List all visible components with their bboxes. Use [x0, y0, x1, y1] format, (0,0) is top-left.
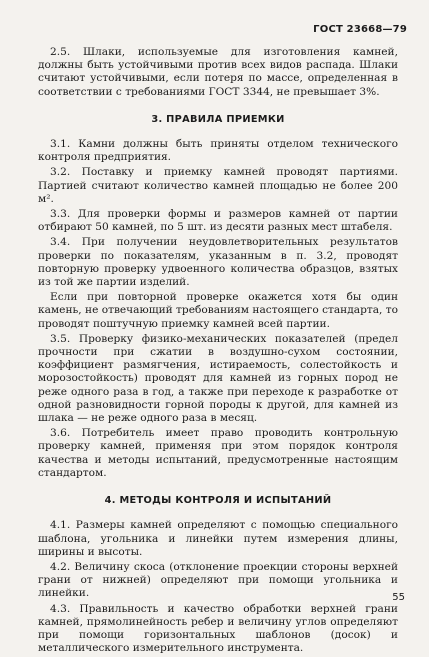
paragraph-3-2: 3.2. Поставку и приемку камней проводят партиями. Партией считают количество камней площадью не более 200 м². — [38, 166, 398, 205]
paragraph-3-3: 3.3. Для проверки формы и размеров камней от партии отбирают 50 камней, по 5 шт. из десяти разных мест штабеля. — [38, 208, 398, 234]
paragraph-3-6: 3.6. Потребитель имеет право проводить контрольную проверку камней, применяя при этом порядок контроля качества и методы испытаний, предусмотренные настоящим стандартом. — [38, 427, 398, 479]
paragraph-3-4-cont: Если при повторной проверке окажется хотя бы один камень, не отвечающий требованиям настоящего стандарта, то проводят поштучную приемку камней всей партии. — [38, 291, 399, 330]
section-4-title: 4. МЕТОДЫ КОНТРОЛЯ И ИСПЫТАНИЙ — [104, 495, 332, 507]
paragraph-3-4: 3.4. При получении неудовлетворительных результатов проверки по показателям, указанным в п. 3.2, проводят повторную проверку удвоенного количества образцов, взятых из той же партии изделий. — [38, 236, 398, 289]
document-header: ГОСТ 23668—79 — [313, 24, 407, 35]
paragraph-4-3: 4.3. Правильность и качество обработки верхней грани камней, прямолинейность ребер и величину углов определяют при помощи горизонтальных шаблонов (досок) и металлического измерительного инструмента. — [38, 602, 398, 655]
paragraph-3-1: 3.1. Камни должны быть приняты отделом технического контроля предприятия. — [38, 138, 398, 164]
paragraph-4-1: 4.1. Размеры камней определяют с помощью специального шаблона, угольника и линейки путем измерения длины, ширины и высоты. — [38, 519, 398, 558]
paragraph-4-2: 4.2. Величину скоса (отклонение проекции стороны верхней грани от нижней) определяют при помощи угольника и линейки. — [38, 560, 398, 600]
document-body — [38, 46, 398, 657]
page-number: 55 — [392, 592, 405, 603]
paragraph-3-5: 3.5. Проверку физико-механических показателей (предел прочности при сжатии в воздушно-сухом состоянии, коэффициент размягчения, истираемость, солестойкость и морозостойкость) проводят для камней из горных пород не реже одного раза в год, а также при переходе к разработке от одной разновидности горной породы к другой, для камней из шлака — не реже одного раза в месяц. — [38, 332, 398, 425]
paragraph-2-5: 2.5. Шлаки, используемые для изготовления камней, должны быть устойчивыми против всех видов распада. Шлаки считают устойчивыми, если потеря по массе, определенная в соответствии с требованиями ГОСТ 3344, не превышает 3%. — [38, 46, 398, 98]
section-3-title: 3. ПРАВИЛА ПРИЕМКИ — [151, 113, 285, 125]
